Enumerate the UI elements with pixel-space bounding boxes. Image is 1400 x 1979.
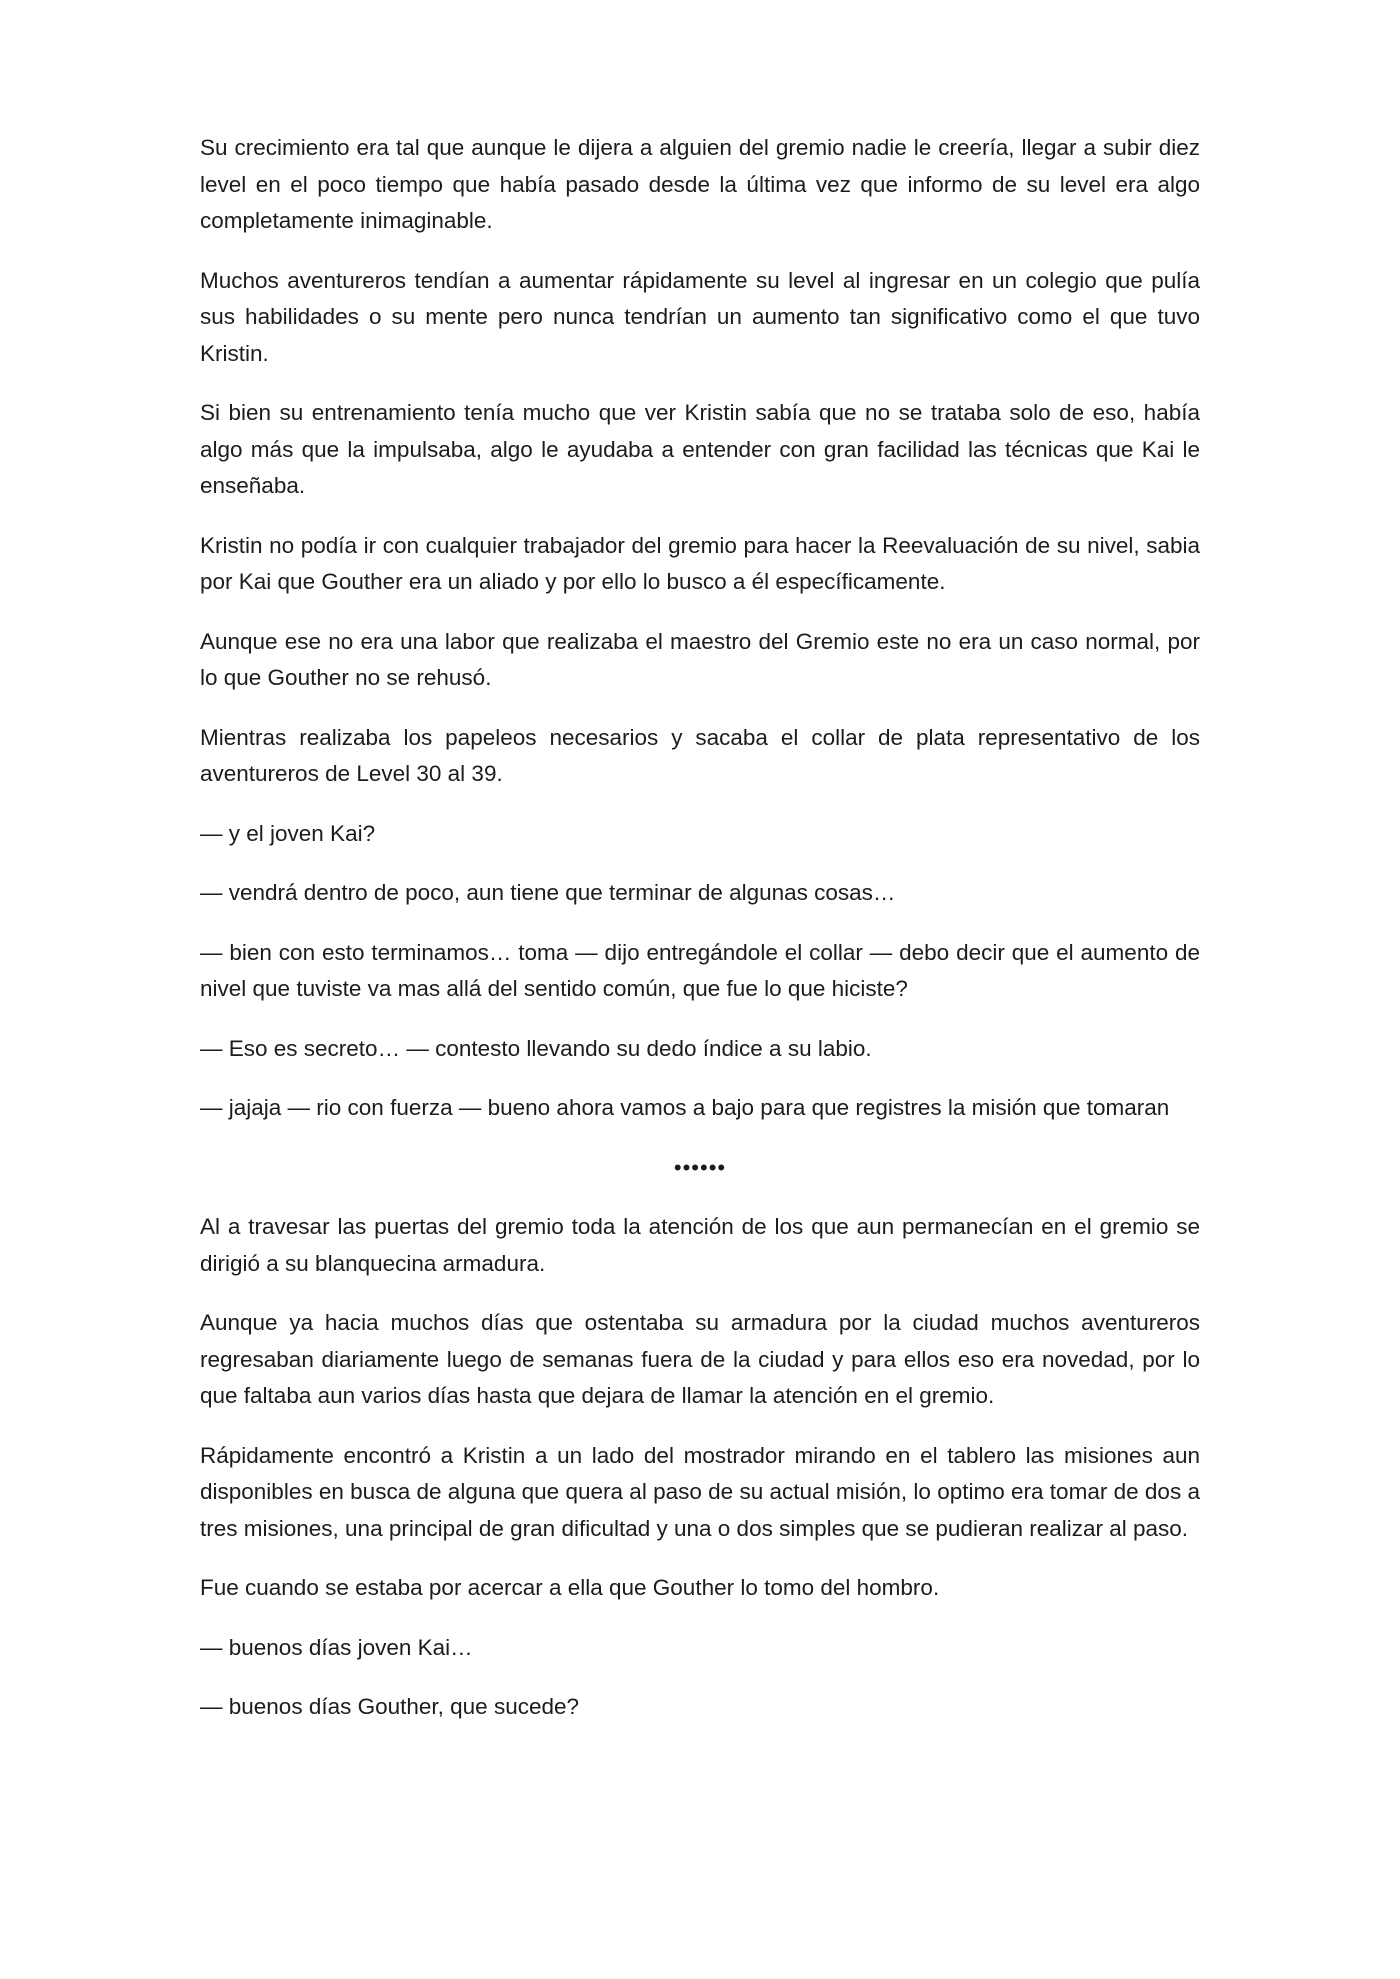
dialogue-line: — y el joven Kai? — [200, 820, 376, 846]
paragraph: Fue cuando se estaba por acercar a ella que Gouther lo tomo del hombro. — [200, 1575, 940, 1600]
scene-separator: •••••• — [673, 1154, 727, 1180]
dialogue-line: — vendrá dentro de poco, aun tiene que terminar de algunas cosas… — [200, 880, 896, 905]
paragraph: Rápidamente encontró a Kristin a un lado del mostrador mirando en el tablero las misiones aun disponibles en busca de alguna que quera al paso de su actual misión, lo optimo era tomar de dos a tres misiones, una principal de gran dificultad y una o dos simples que se pudieran realizar al paso. — [200, 1442, 1200, 1541]
paragraph: Aunque ya hacia muchos días que ostentaba su armadura por la ciudad muchos aventureros regresaban diariamente luego de semanas fuera de la ciudad y para ellos eso era novedad, por lo que faltaba aun varios días hasta que dejara de llamar la atención en el gremio. — [200, 1310, 1200, 1408]
dialogue-line: — bien con esto terminamos… toma — dijo entregándole el collar — debo decir que el aumento de nivel que tuviste va mas allá del sentido común, que fue lo que hiciste? — [200, 939, 1200, 1001]
dialogue-line: — buenos días joven Kai… — [200, 1634, 473, 1660]
dialogue-line: — Eso es secreto… — contesto llevando su dedo índice a su labio. — [200, 1035, 872, 1061]
paragraph: Mientras realizaba los papeleos necesarios y sacaba el collar de plata representativo de los aventureros de Level 30 al 39. — [200, 724, 1200, 786]
paragraph: Muchos aventureros tendían a aumentar rápidamente su level al ingresar en un colegio que pulía sus habilidades o su mente pero nunca tendrían un aumento tan significativo como el que tuvo Kristin. — [200, 267, 1200, 366]
dialogue-line: — jajaja — rio con fuerza — bueno ahora vamos a bajo para que registres la misión que tomaran — [200, 1095, 1170, 1120]
paragraph: Aunque ese no era una labor que realizaba el maestro del Gremio este no era un caso normal, por lo que Gouther no se rehusó. — [200, 628, 1200, 690]
dialogue-line: — buenos días Gouther, que sucede? — [200, 1694, 580, 1719]
paragraph: Kristin no podía ir con cualquier trabajador del gremio para hacer la Reevaluación de su nivel, sabia por Kai que Gouther era un aliado y por ello lo busco a él específicamente. — [200, 532, 1200, 594]
paragraph: Si bien su entrenamiento tenía mucho que ver Kristin sabía que no se trataba solo de eso, había algo más que la impulsaba, algo le ayudaba a entender con gran facilidad las técnicas que Kai le enseñaba. — [200, 400, 1200, 498]
document-page — [200, 130, 1200, 1749]
paragraph: Al a travesar las puertas del gremio toda la atención de los que aun permanecían en el gremio se dirigió a su blanquecina armadura. — [200, 1214, 1200, 1276]
paragraph: Su crecimiento era tal que aunque le dijera a alguien del gremio nadie le creería, llegar a subir diez level en el poco tiempo que había pasado desde la última vez que informo de su level era algo completamente inimaginable. — [200, 135, 1200, 233]
